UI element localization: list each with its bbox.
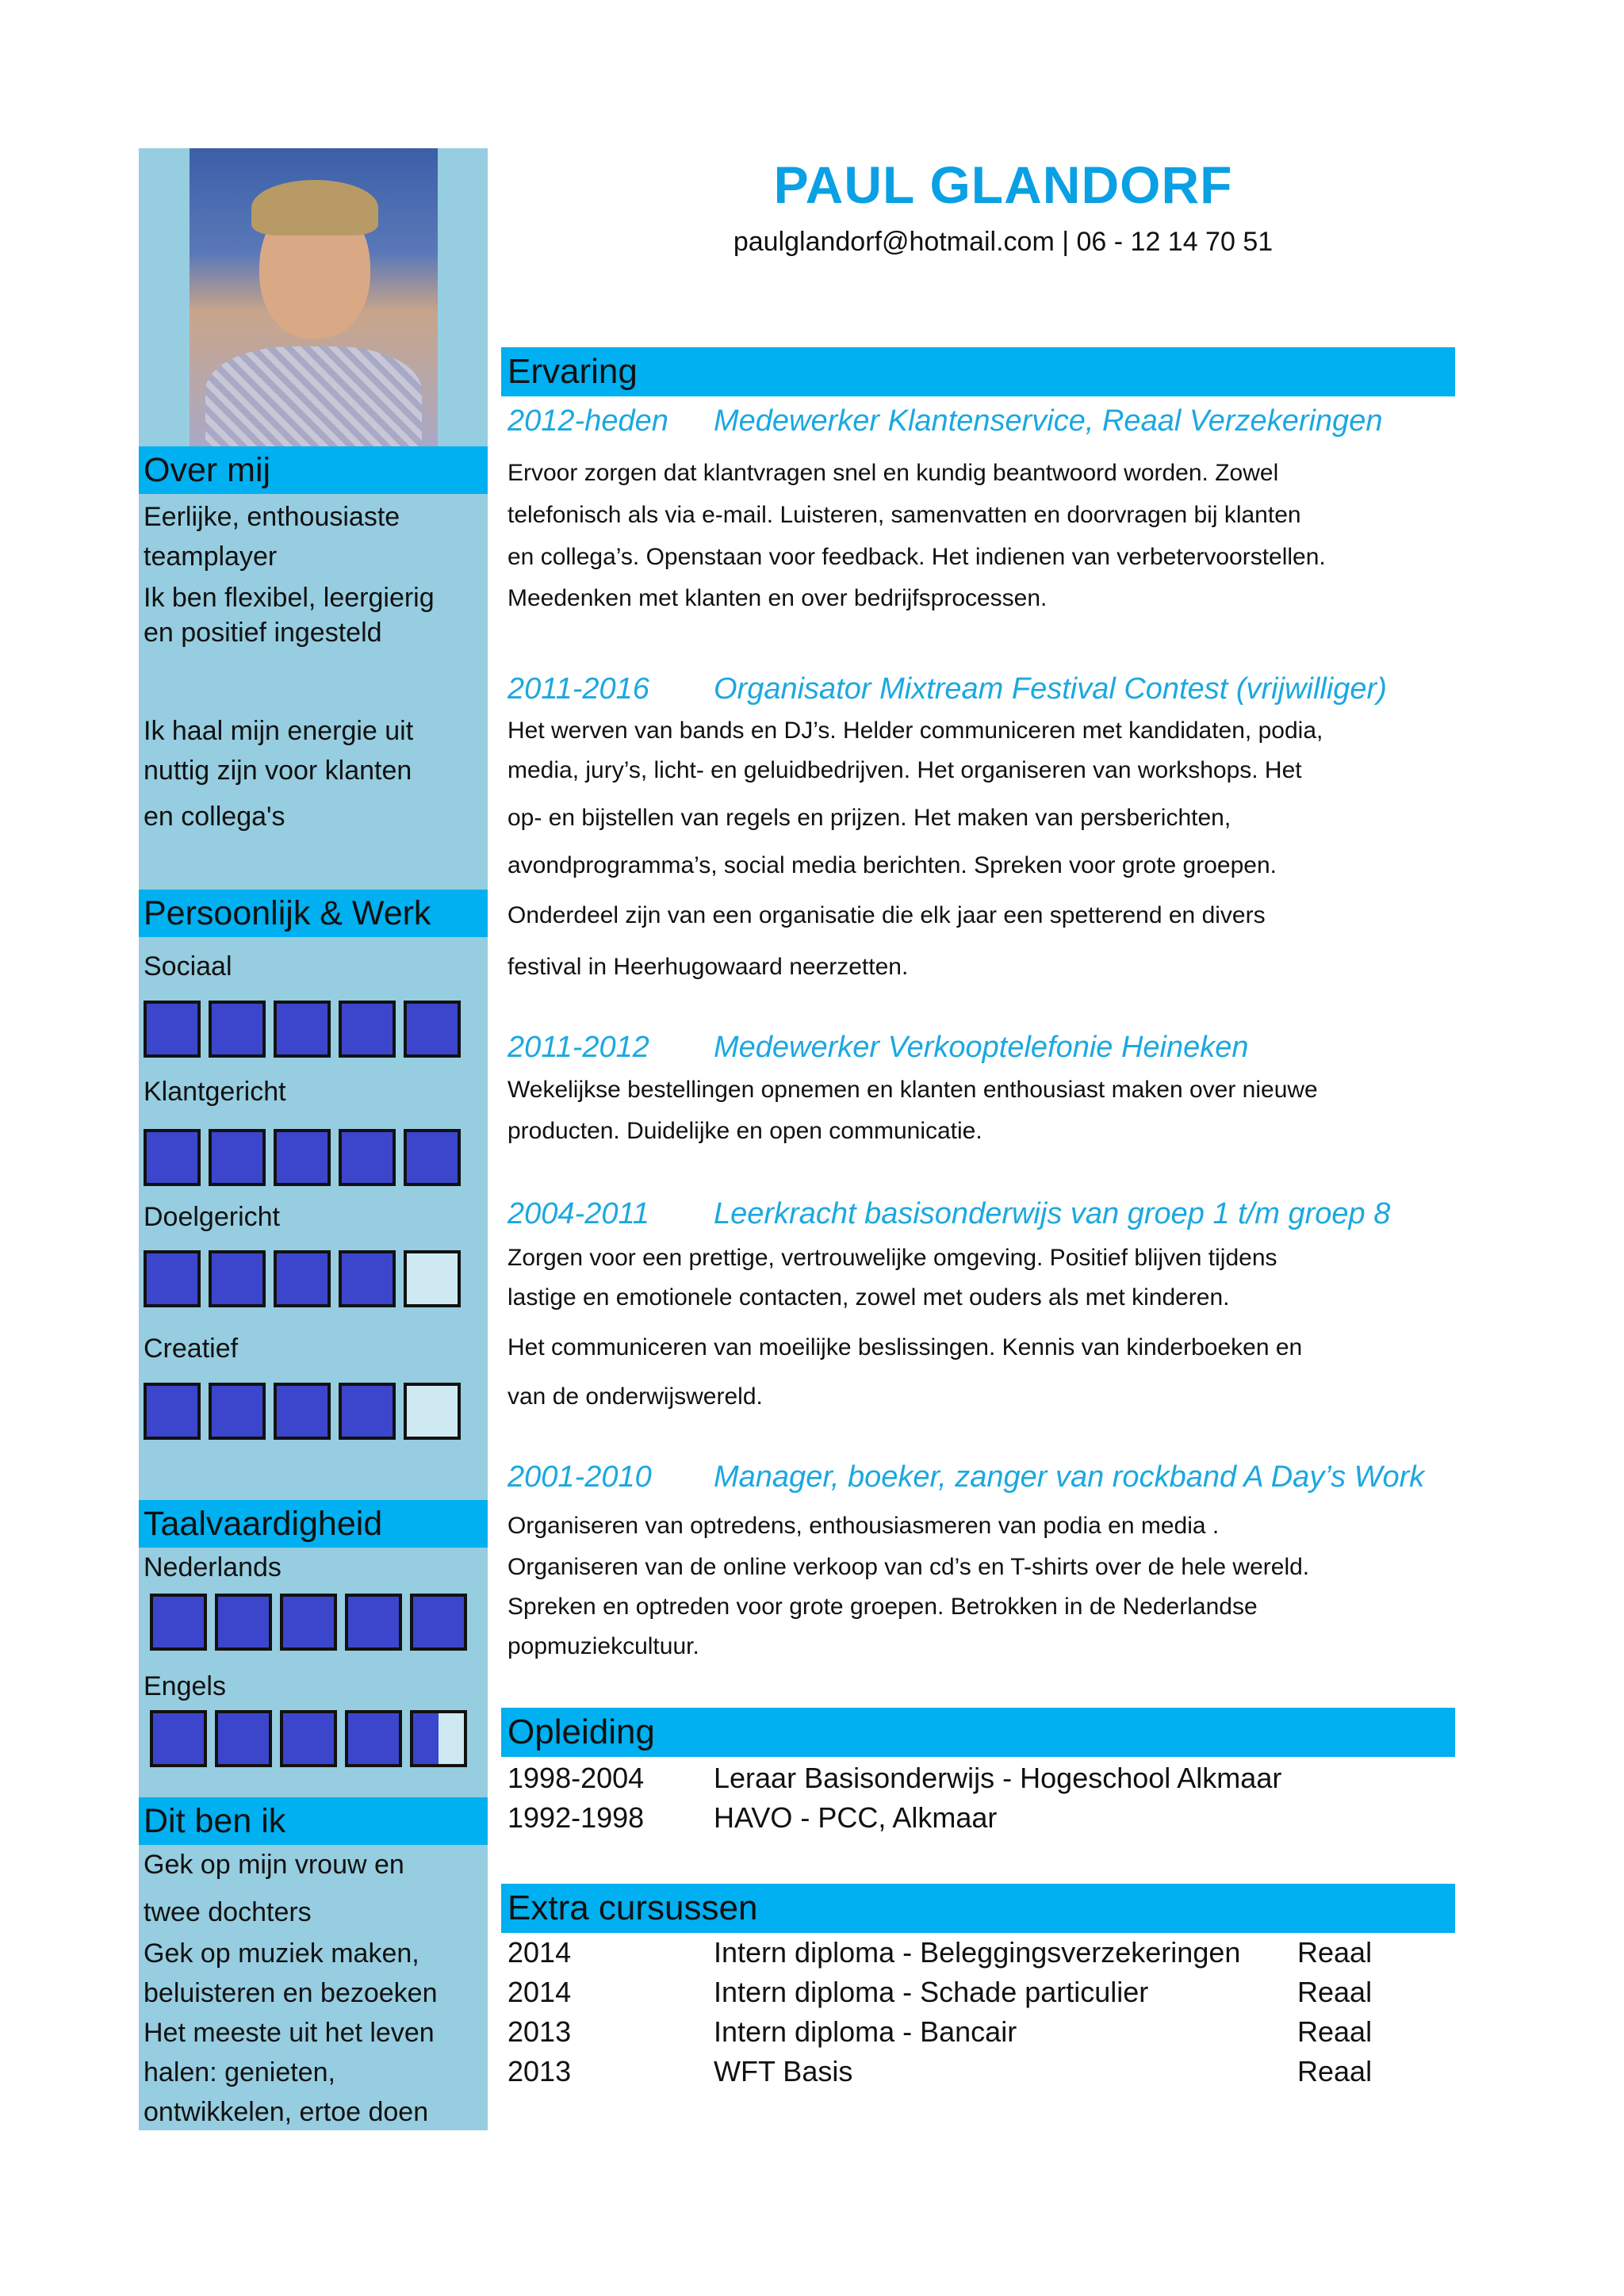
about-line: Ik haal mijn energie uit	[144, 716, 414, 746]
rating-box-fill	[147, 1253, 197, 1304]
job-description-line: Het werven van bands en DJ’s. Helder communiceren met kandidaten, podia,	[508, 718, 1323, 744]
rating-box	[339, 1383, 396, 1440]
me-line: Gek op muziek maken,	[144, 1938, 419, 1969]
rating-box-fill	[153, 1713, 204, 1764]
job-description-line: Wekelijkse bestellingen opnemen en klanten enthousiast maken over nieuwe	[508, 1077, 1318, 1103]
about-line: Ik ben flexibel, leergierig	[144, 583, 435, 613]
skills-heading: Persoonlijk & Werk	[139, 890, 488, 937]
about-line: teamplayer	[144, 541, 278, 572]
job-description-line: Het communiceren van moeilijke beslissingen. Kennis van kinderboeken en	[508, 1334, 1303, 1360]
job-description-line: telefonisch als via e-mail. Luisteren, samenvatten en doorvragen bij klanten	[508, 502, 1301, 528]
experience-heading: Ervaring	[501, 347, 1455, 396]
rating-box	[345, 1594, 402, 1651]
job-description-line: popmuziekcultuur.	[508, 1633, 699, 1659]
rating-box	[144, 1250, 201, 1307]
rating-box-fill	[277, 1004, 327, 1054]
rating-box-fill	[407, 1132, 458, 1183]
education-heading: Opleiding	[501, 1708, 1455, 1757]
rating-box-fill	[147, 1004, 197, 1054]
rating-box	[404, 1383, 461, 1440]
job-years: 2004-2011	[508, 1197, 649, 1230]
rating-box-fill	[218, 1597, 269, 1647]
rating-box	[274, 1383, 331, 1440]
language-rating	[150, 1594, 475, 1651]
contact-line: paulglandorf@hotmail.com | 06 - 12 14 70 51	[733, 227, 1274, 257]
rating-box	[280, 1710, 337, 1767]
skill-rating	[144, 1129, 469, 1186]
rating-box	[209, 1129, 266, 1186]
job-years: 2011-2016	[508, 672, 649, 706]
about-line: nuttig zijn voor klanten	[144, 756, 412, 786]
courses-heading: Extra cursussen	[501, 1884, 1455, 1933]
skill-label: Doelgericht	[144, 1202, 280, 1232]
rating-box	[280, 1594, 337, 1651]
job-description-line: Meedenken met klanten en over bedrijfsprocessen.	[508, 585, 1048, 611]
rating-box	[209, 1001, 266, 1058]
skill-rating	[144, 1250, 469, 1307]
rating-box	[410, 1710, 467, 1767]
rating-box	[215, 1710, 272, 1767]
rating-box	[209, 1250, 266, 1307]
language-rating	[150, 1710, 475, 1767]
job-description-line: van de onderwijswereld.	[508, 1383, 763, 1410]
skill-label: Klantgericht	[144, 1077, 286, 1107]
rating-box-fill	[147, 1132, 197, 1183]
rating-box-fill	[283, 1713, 334, 1764]
rating-box	[404, 1129, 461, 1186]
job-description-line: media, jury’s, licht- en geluidbedrijven. Het organiseren van workshops. Het	[508, 757, 1302, 783]
job-years: 2012-heden	[508, 404, 668, 438]
job-title: Medewerker Klantenservice, Reaal Verzekeringen	[714, 404, 1383, 438]
education-years: 1998-2004	[508, 1762, 645, 1794]
language-label: Nederlands	[144, 1552, 282, 1582]
rating-box	[274, 1001, 331, 1058]
rating-box-fill	[212, 1386, 262, 1437]
rating-box-fill	[277, 1253, 327, 1304]
skill-label: Creatief	[144, 1334, 239, 1364]
education-title: HAVO - PCC, Alkmaar	[714, 1801, 998, 1834]
me-line: halen: genieten,	[144, 2057, 335, 2087]
rating-box	[339, 1001, 396, 1058]
job-description-line: Organiseren van optredens, enthousiasmeren van podia en media .	[508, 1513, 1220, 1539]
job-description-line: producten. Duidelijke en open communicatie.	[508, 1118, 982, 1144]
person-name: PAUL GLANDORF	[773, 155, 1233, 214]
me-line: ontwikkelen, ertoe doen	[144, 2097, 429, 2127]
about-heading: Over mij	[139, 446, 488, 494]
rating-box	[274, 1250, 331, 1307]
job-description-line: Onderdeel zijn van een organisatie die elk jaar een spetterend en divers	[508, 902, 1266, 928]
rating-box-fill	[218, 1713, 269, 1764]
rating-box	[274, 1129, 331, 1186]
skill-label: Sociaal	[144, 951, 232, 982]
course-year: 2014	[508, 1936, 572, 1969]
education-title: Leraar Basisonderwijs - Hogeschool Alkmaar	[714, 1762, 1282, 1794]
rating-box	[404, 1001, 461, 1058]
job-description-line: avondprogramma’s, social media berichten. Spreken voor grote groepen.	[508, 852, 1277, 878]
rating-box	[150, 1594, 207, 1651]
job-description-line: lastige en emotionele contacten, zowel met ouders als met kinderen.	[508, 1284, 1230, 1311]
job-years: 2011-2012	[508, 1031, 649, 1064]
rating-box-fill	[342, 1253, 393, 1304]
me-line: Het meeste uit het leven	[144, 2018, 435, 2048]
rating-box	[404, 1250, 461, 1307]
about-line: en collega's	[144, 802, 285, 832]
rating-box-fill	[348, 1597, 399, 1647]
job-description-line: en collega’s. Openstaan voor feedback. Het indienen van verbetervoorstellen.	[508, 544, 1326, 570]
rating-box	[144, 1129, 201, 1186]
rating-box-fill	[413, 1713, 439, 1764]
rating-box-fill	[407, 1004, 458, 1054]
me-line: twee dochters	[144, 1897, 312, 1927]
me-line: Gek op mijn vrouw en	[144, 1850, 404, 1880]
rating-box-fill	[212, 1004, 262, 1054]
course-year: 2013	[508, 2055, 572, 2087]
sidebar	[139, 148, 488, 2130]
rating-box	[144, 1001, 201, 1058]
rating-box	[215, 1594, 272, 1651]
language-label: Engels	[144, 1671, 226, 1701]
course-provider: Reaal	[1297, 1976, 1373, 2008]
rating-box-fill	[153, 1597, 204, 1647]
rating-box-fill	[212, 1253, 262, 1304]
job-description-line: op- en bijstellen van regels en prijzen. Het maken van persberichten,	[508, 805, 1231, 831]
rating-box-fill	[342, 1132, 393, 1183]
rating-box-fill	[283, 1597, 334, 1647]
skill-rating	[144, 1383, 469, 1440]
job-title: Manager, boeker, zanger van rockband A Day’s Work	[714, 1460, 1425, 1494]
rating-box-fill	[147, 1386, 197, 1437]
job-description-line: Organiseren van de online verkoop van cd’s en T-shirts over de hele wereld.	[508, 1554, 1310, 1580]
course-title: Intern diploma - Bancair	[714, 2015, 1017, 2048]
course-title: Intern diploma - Beleggingsverzekeringen	[714, 1936, 1241, 1969]
rating-box-fill	[277, 1132, 327, 1183]
job-description-line: Spreken en optreden voor grote groepen. Betrokken in de Nederlandse	[508, 1594, 1258, 1620]
profile-photo	[190, 148, 438, 446]
rating-box-fill	[342, 1386, 393, 1437]
job-title: Organisator Mixtream Festival Contest (vrijwilliger)	[714, 672, 1387, 706]
job-description-line: festival in Heerhugowaard neerzetten.	[508, 954, 909, 980]
course-provider: Reaal	[1297, 2015, 1373, 2048]
rating-box-fill	[413, 1597, 464, 1647]
education-years: 1992-1998	[508, 1801, 645, 1834]
rating-box-fill	[277, 1386, 327, 1437]
rating-box-fill	[348, 1713, 399, 1764]
languages-heading: Taalvaardigheid	[139, 1500, 488, 1548]
rating-box	[339, 1129, 396, 1186]
about-line: Eerlijke, enthousiaste	[144, 502, 400, 532]
course-title: Intern diploma - Schade particulier	[714, 1976, 1149, 2008]
rating-box-fill	[212, 1132, 262, 1183]
job-title: Leerkracht basisonderwijs van groep 1 t/m groep 8	[714, 1197, 1391, 1230]
about-line: en positief ingesteld	[144, 618, 382, 648]
rating-box	[339, 1250, 396, 1307]
rating-box	[410, 1594, 467, 1651]
rating-box-fill	[342, 1004, 393, 1054]
rating-box	[209, 1383, 266, 1440]
job-description-line: Ervoor zorgen dat klantvragen snel en kundig beantwoord worden. Zowel	[508, 460, 1279, 486]
rating-box	[345, 1710, 402, 1767]
job-description-line: Zorgen voor een prettige, vertrouwelijke omgeving. Positief blijven tijdens	[508, 1245, 1277, 1271]
rating-box	[150, 1710, 207, 1767]
course-year: 2013	[508, 2015, 572, 2048]
course-title: WFT Basis	[714, 2055, 853, 2087]
skill-rating	[144, 1001, 469, 1058]
job-title: Medewerker Verkooptelefonie Heineken	[714, 1031, 1249, 1064]
course-year: 2014	[508, 1976, 572, 2008]
course-provider: Reaal	[1297, 2055, 1373, 2087]
job-years: 2001-2010	[508, 1460, 652, 1494]
rating-box	[144, 1383, 201, 1440]
me-line: beluisteren en bezoeken	[144, 1978, 438, 2008]
course-provider: Reaal	[1297, 1936, 1373, 1969]
about-me-heading: Dit ben ik	[139, 1797, 488, 1845]
